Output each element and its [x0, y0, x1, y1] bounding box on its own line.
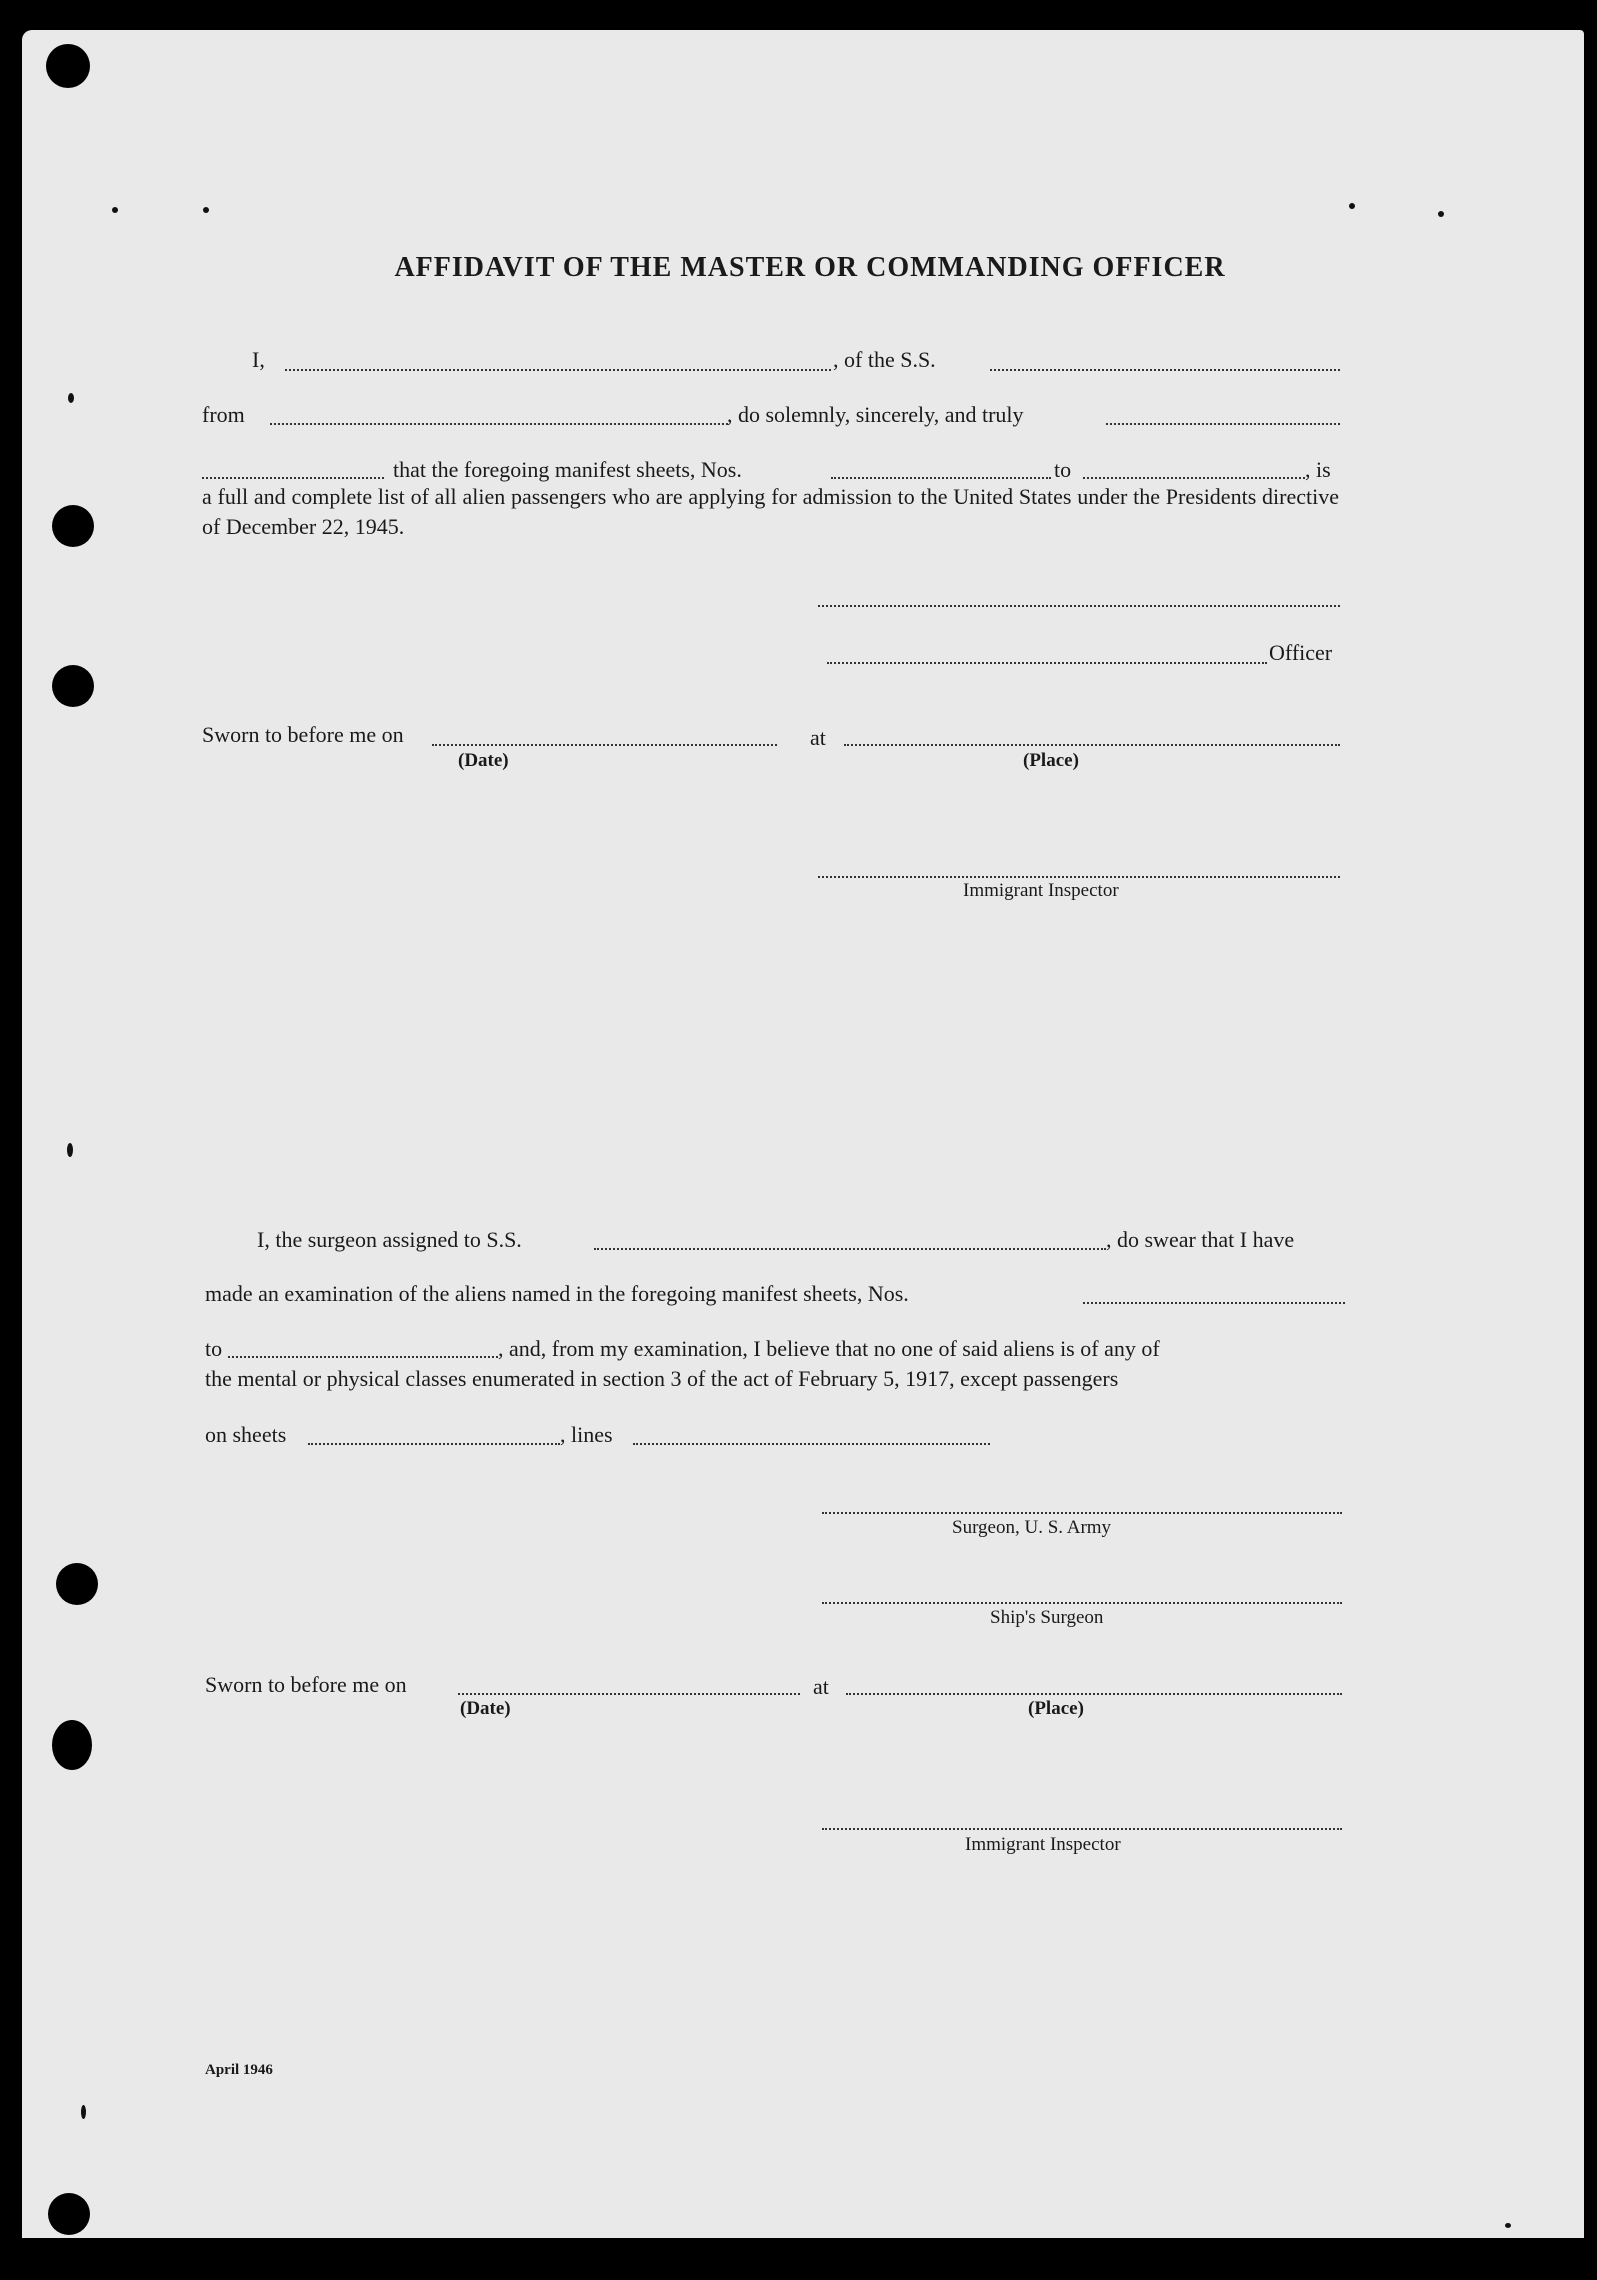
document-title: AFFIDAVIT OF THE MASTER OR COMMANDING OFFICER [394, 252, 1226, 283]
from-label: from [202, 402, 245, 427]
form-date-footer: April 1946 [205, 2062, 273, 2078]
surgeon-place-caption: (Place) [1028, 1698, 1084, 1719]
master-inspector-caption: Immigrant Inspector [963, 880, 1119, 901]
binder-hole [46, 44, 90, 88]
surgeon-inspector-signature-line[interactable] [822, 1808, 1342, 1830]
master-of-ss-label: , of the S.S. [833, 347, 936, 372]
officer-label: Officer [1269, 640, 1333, 665]
from-port-blank[interactable] [270, 401, 728, 425]
surgeon-sheets-to-blank[interactable] [228, 1334, 498, 1358]
surgeon-ship-blank[interactable] [594, 1226, 1106, 1250]
master-statement-paragraph: a full and complete list of all alien passengers who are applying for admission to the United States under the Presidents directive of December 22, 1945. [202, 484, 1339, 539]
master-place-caption: (Place) [1023, 750, 1079, 771]
master-at-label: at [810, 725, 826, 750]
master-inspector-signature-line[interactable] [818, 856, 1340, 878]
army-surgeon-caption: Surgeon, U. S. Army [952, 1517, 1112, 1538]
surgeon-lines-label: , lines [560, 1422, 613, 1447]
paper-speck [112, 207, 118, 213]
master-sworn-date-blank[interactable] [432, 722, 777, 746]
army-surgeon-signature-line[interactable] [822, 1492, 1342, 1514]
binder-hole [52, 1720, 92, 1770]
ships-surgeon-caption: Ship's Surgeon [990, 1607, 1104, 1628]
surgeon-at-label: at [813, 1674, 829, 1699]
to-label: to [1054, 457, 1072, 482]
surgeon-examination-statement: , and, from my examination, I believe that no one of said aliens is of any of [498, 1336, 1160, 1361]
surgeon-inspector-caption: Immigrant Inspector [965, 1834, 1121, 1855]
surgeon-sheets-from-blank[interactable] [1083, 1280, 1345, 1304]
paper-speck [1505, 2223, 1511, 2228]
officer-signature-line-1[interactable] [818, 585, 1340, 607]
surgeon-examination-label: made an examination of the aliens named in the foregoing manifest sheets, Nos. [205, 1281, 909, 1306]
paper-speck [1438, 211, 1444, 217]
manifest-sheets-label: that the foregoing manifest sheets, Nos. [393, 457, 742, 482]
surgeon-classes-statement: the mental or physical classes enumerated in section 3 of the act of February 5, 1917, except passengers [205, 1366, 1119, 1391]
surgeon-assigned-label: I, the surgeon assigned to S.S. [257, 1227, 522, 1252]
master-sworn-place-blank[interactable] [844, 722, 1340, 746]
binder-hole [48, 2193, 90, 2235]
master-sworn-label: Sworn to before me on [202, 722, 404, 747]
oath-verb-blank[interactable] [202, 455, 384, 479]
surgeon-sworn-date-blank[interactable] [458, 1671, 800, 1695]
sheet-to-blank[interactable] [1083, 455, 1305, 479]
surgeon-date-caption: (Date) [460, 1698, 511, 1719]
paper-speck [67, 1143, 73, 1157]
surgeon-except-lines-blank[interactable] [633, 1421, 990, 1445]
paper-speck [1349, 203, 1355, 209]
surgeon-except-sheets-blank[interactable] [308, 1421, 560, 1445]
paper-speck [203, 207, 209, 213]
paper-speck [81, 2105, 86, 2119]
is-label: , is [1305, 457, 1331, 482]
master-name-blank[interactable] [285, 347, 831, 371]
binder-hole [52, 505, 94, 547]
surgeon-on-sheets-label: on sheets [205, 1422, 287, 1447]
master-date-caption: (Date) [458, 750, 509, 771]
surgeon-swear-label: , do swear that I have [1106, 1227, 1295, 1252]
binder-hole [52, 665, 94, 707]
paper-speck [68, 393, 74, 403]
surgeon-sworn-place-blank[interactable] [846, 1671, 1342, 1695]
solemnly-label: , do solemnly, sincerely, and truly [727, 402, 1024, 427]
binder-hole [56, 1563, 98, 1605]
sheet-from-blank[interactable] [831, 455, 1051, 479]
officer-signature-line-2[interactable] [827, 640, 1267, 664]
surgeon-to-label: to [205, 1336, 223, 1361]
ship-name-blank[interactable] [990, 347, 1340, 371]
master-i-label: I, [252, 347, 265, 372]
oath-form-blank[interactable] [1106, 401, 1340, 425]
ships-surgeon-signature-line[interactable] [822, 1582, 1342, 1604]
surgeon-sworn-label: Sworn to before me on [205, 1672, 407, 1697]
